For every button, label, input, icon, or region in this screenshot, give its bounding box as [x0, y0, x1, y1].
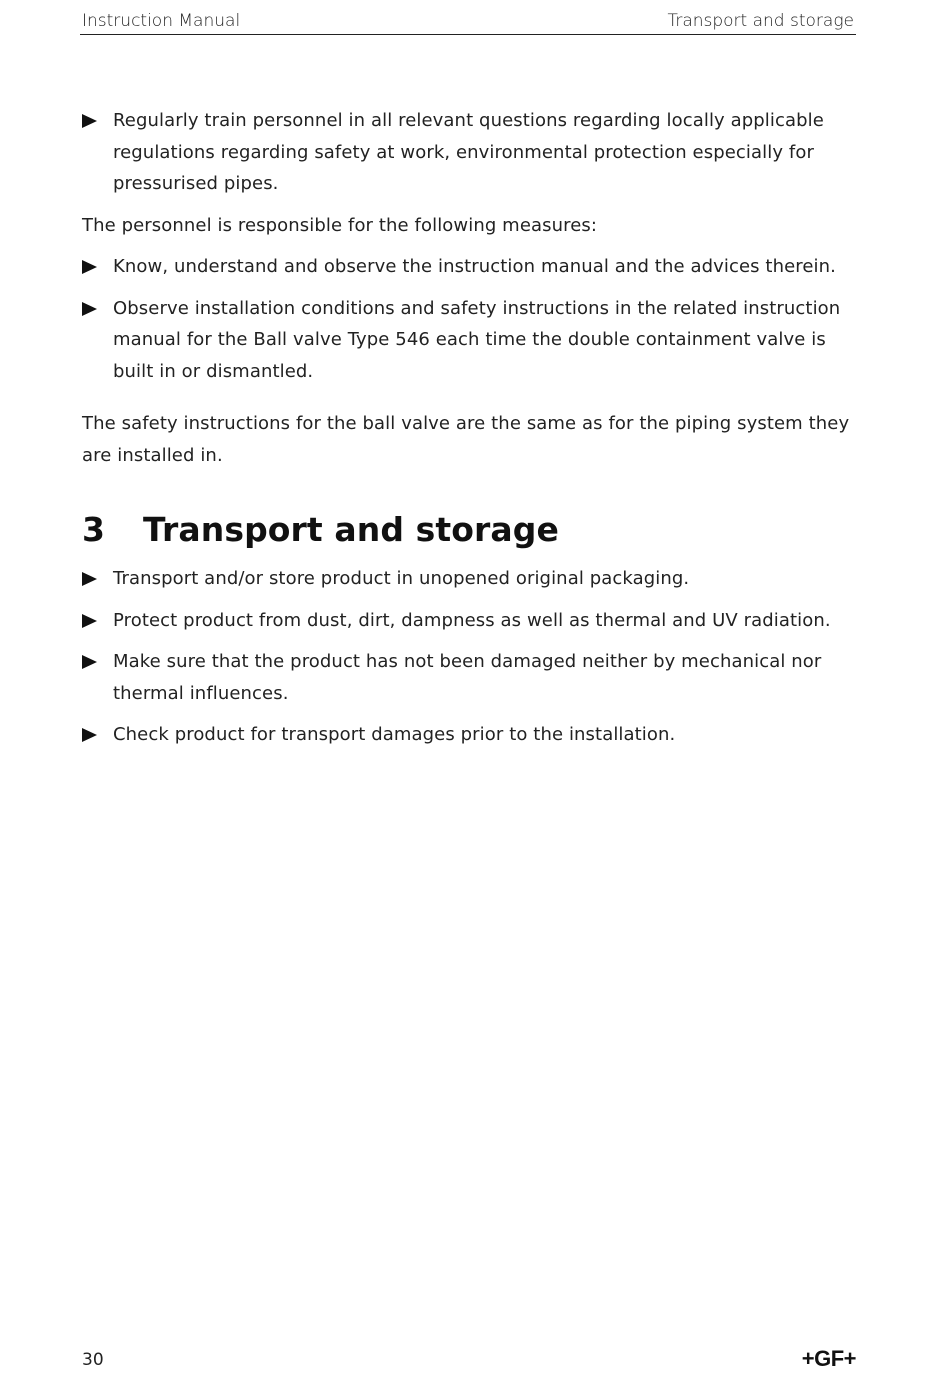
- triangle-bullet-icon: [82, 655, 97, 669]
- header-document-type: Instruction Manual: [82, 11, 241, 31]
- bullet-text: Make sure that the product has not been damaged neither by mechanical nor thermal influences.: [113, 651, 822, 704]
- header-section-title: Transport and storage: [667, 11, 854, 31]
- triangle-bullet-icon: [82, 114, 97, 128]
- triangle-bullet-icon: [82, 728, 97, 742]
- safety-paragraph: The safety instructions for the ball valve are the same as for the piping system they are installed in.: [82, 413, 850, 466]
- triangle-bullet-icon: [82, 260, 97, 274]
- triangle-bullet-icon: [82, 572, 97, 586]
- bullet-item: [82, 563, 852, 595]
- page-content: [82, 105, 852, 761]
- page-header: [80, 10, 856, 35]
- section-heading: [82, 510, 852, 550]
- bullet-text: Observe installation conditions and safety instructions in the related instruction manual for the Ball valve Type 546 each time the double containment valve is built in or dismantled.: [113, 297, 841, 382]
- section-number: 3: [82, 510, 106, 549]
- bullet-item: [82, 605, 852, 637]
- gf-logo: +GF+: [801, 1346, 856, 1371]
- bullet-item: [82, 251, 852, 283]
- triangle-bullet-icon: [82, 302, 97, 316]
- section-title: Transport and storage: [143, 510, 560, 549]
- bullet-item: [82, 646, 852, 709]
- page-number: 30: [82, 1350, 104, 1370]
- bullet-item: [82, 105, 852, 200]
- bullet-item: [82, 293, 852, 388]
- bullet-text: Check product for transport damages prior to the installation.: [113, 724, 676, 745]
- bullet-text: Protect product from dust, dirt, dampness as well as thermal and UV radiation.: [113, 609, 831, 631]
- bullet-text: Transport and/or store product in unopened original packaging.: [113, 568, 690, 589]
- bullet-text: Regularly train personnel in all relevant questions regarding locally applicable regulations regarding safety at work, environmental protection especially for pressurised pipes.: [113, 110, 824, 194]
- bullet-text: Know, understand and observe the instruction manual and the advices therein.: [113, 256, 836, 277]
- bullet-item: [82, 719, 852, 751]
- triangle-bullet-icon: [82, 614, 97, 628]
- personnel-paragraph: The personnel is responsible for the following measures:: [82, 214, 598, 236]
